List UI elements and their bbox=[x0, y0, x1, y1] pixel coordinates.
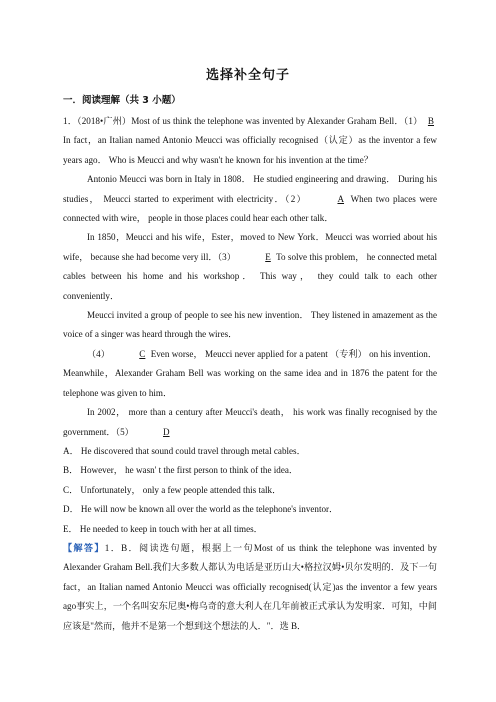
option-e: E． He needed to keep in touch with her at all times． bbox=[63, 523, 263, 534]
answer-blank-2: A bbox=[337, 193, 345, 204]
paragraph-6: In 2002， more than a century after Meucci's death， his work was finally recognised by the government．（5） D bbox=[63, 403, 437, 442]
section-heading: 一．阅读理解（共 3 小题） bbox=[63, 95, 181, 106]
question-content bbox=[63, 112, 437, 636]
answer-blank-4: C bbox=[139, 348, 146, 359]
answer-tag: 【解答】 bbox=[63, 542, 105, 553]
answer-explanation: 【解答】1．B．阅读选句题，根据上一句Most of us think the telephone was invented by Alexander Graham Bell.我们大多数人都认为电话是亚历山大•格拉汉姆•贝尔发明的．及下一句fact，an Italian named Antonio Meucci was officially recognised(认定)as the inventor a few years ago事实上，一个名叫安东尼奥•梅乌奇的意大利人在几年前被正式承认为发明家．可知，中间应该是"然而，他并不是第一个想到这个想法的人．"．选 B． bbox=[63, 542, 437, 631]
paragraph-5: （4） C Even worse， Meucci never applied for a patent （专利） on his invention．Meanwhile，Alexander Graham Bell was working on the same idea and in 1876 the patent for the telephone was given to him． bbox=[63, 345, 437, 403]
paragraph-3: In 1850，Meucci and his wife，Ester，moved to New York．Meucci was worried about his wife， because she had become very ill．（3） E To solve this problem， he connected metal cables between his home and his workshop． This way， they could talk to each other conveniently． bbox=[63, 232, 437, 301]
question-intro: 1．（2018•广州）Most of us think the telephone was invented by Alexander Graham Bell．（1） B In fact，an Italian named Antonio Meucci was officially recognised（认定）as the inventor a few years ago． Who is Meucci and why wasn't he known for his invention at the time？ bbox=[63, 112, 437, 170]
answer-blank-5: D bbox=[163, 426, 170, 437]
option-a: A． He discovered that sound could travel through metal cables． bbox=[63, 445, 306, 456]
option-d: D． He will now be known all over the world as the telephone's inventor． bbox=[63, 504, 339, 515]
option-c: C． Unfortunately， only a few people attended this talk． bbox=[63, 484, 282, 495]
paragraph-4: Meucci invited a group of people to see his new invention． They listened in amazement as the voice of a singer was heard through the wires． bbox=[63, 310, 437, 340]
page-title: 选择补全句子 bbox=[205, 68, 290, 83]
answer-blank-1: B bbox=[427, 116, 434, 126]
answer-blank-3: E bbox=[265, 251, 271, 262]
option-b: B． However， he wasn' t the first person to think of the idea． bbox=[63, 465, 298, 476]
paragraph-2: Antonio Meucci was born in Italy in 1808． He studied engineering and drawing． During his studies， Meucci started to experiment with electricity．（2） A When two places were connected with wire， people in those places could hear each other talk． bbox=[63, 174, 437, 224]
